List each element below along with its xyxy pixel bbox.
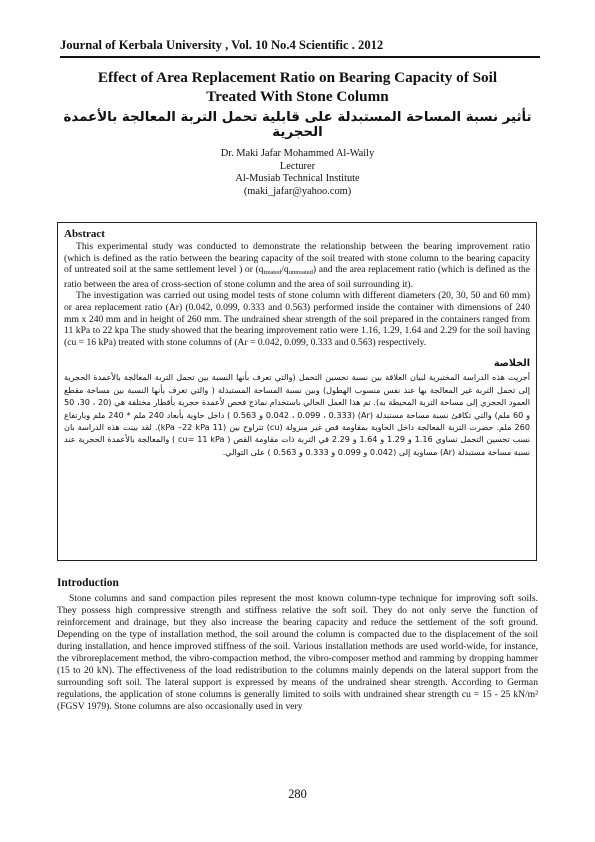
author-institute: Al-Musiab Technical Institute	[235, 173, 360, 185]
author-name: Dr. Maki Jafar Mohammed Al-Waily	[220, 148, 375, 159]
introduction-text: Stone columns and sand compaction piles represent the most known column-type technique for improving soft soils. They possess high compressive strength and stiffness relative the soft soil. They do not only serve the function of reinforcement and drainage, but they also increase the bearing capacity and reduce the settlement of the soft ground. Depending on the type of installation method, the soil around the column is compacted due to the displacement of the soil during installation, and hence improved stiffness of the soil. Various installation methods are used world-wide, for instance, the vibroreplacement method, the vibro-compaction method, the vibro-composer method and ramming by dropping hammer (15 to 20 kN). The effectiveness of the load redistribution to the columns mainly depends on the lateral support from the surrounding soft soil. The lateral support is expressed by means of the undrained shear strength. According to German regulations, the application of stone columns is generally limited to soils with undrained shear strength cu = 15 - 25 kN/m² (FGSV 1979). Stone columns are also occasionally used in very	[57, 593, 538, 712]
introduction-heading: Introduction	[57, 577, 119, 589]
abstract-paragraph-2: The investigation was carried out using model tests of stone column with different diameters (20, 30, 50 and 60 mm) or area replacement ratio (Ar) (0.042, 0.099, 0.333 and 0.563) performed inside the container with dimensions of 240 mm x 240 mm and in height of 260 mm. The undrained shear strength of the soil prepared in the containers ranged from 11 kPa to 22 kpa The study showed that the bearing improvement ratio were 1.16, 1.29, 1.64 and 2.29 for the soil having (cu = 16 kPa) treated with stone columns of (Ar = 0.042, 0.099, 0.333 and 0.563) respectively.	[64, 290, 530, 348]
author-block	[100, 148, 495, 198]
journal-header: Journal of Kerbala University , Vol. 10 No.4 Scientific . 2012	[60, 38, 384, 52]
author-email: (maki_jafar@yahoo.com)	[243, 185, 352, 197]
abstract-paragraph-1: This experimental study was conducted to demonstrate the relationship between the bearing improvement ratio (which is defined as the ratio between the bearing capacity of the soil treated with stone column to the bearing capacity of untreated soil at the same settlement level ) or $(q_{treated}/q_{untreated})$ and the area replacement ratio (which is defined as the ratio between the area of cross-section of stone column and the area of soil surrounding it).	[64, 241, 530, 290]
title-line-1: Effect of Area Replacement Ratio on Bearing Capacity of Soil	[97, 69, 498, 86]
title-line-2: Treated With Stone Column	[206, 88, 389, 105]
arabic-summary-text: أجريت هذه الدراسة المختبرية لبيان العلاقة بين نسبة تحسين التحمل (والتي تعرف بأنها النسبة بين تحمل التربة المعالجة بالأعمدة الحجرية إلى تحمل التربة غير المعالجة بها عند نفس منسوب الهطول) وبين نسبة المساحة المستبدلة ( والتي تعرف بأنها النسبة بين مساحة مقطع العمود الحجري إلى مساحة التربة المحيطة به). تم هذا العمل الحالي باستخدام نماذج فحص لأعمدة حجرية بأقطار مختلفة هي (20 ، 30، 50 و 60 ملم) والتي تكافئ نسبة مساحة مستبدلة (Ar) (0.042 ، 0.099 ، 0.333 و 0.563 ) داخل حاوية بأبعاد 240 ملم * 240 ملم وبارتفاع 260 ملم. حضرت التربة المعالجة داخل الحاوية بمقاومة قص غير مبزولة (cu) تتراوح بين (11 kPa –22 kPa). لقد بينت هذه الدراسة بان نسب تحسين التحمل تساوي 1.16 و 1.29 و 1.64 و 2.29 في التربة ذات مقاومة القص ( cu= 11 kPa ) والمعالجة بالأعمدة الحجرية عند نسبة مساحة مستبدلة (Ar) مساوية إلى (0.042 و 0.099 و 0.333 و 0.563 ) على التوالي.	[64, 372, 531, 457]
author-position: Lecturer	[279, 160, 316, 172]
arabic-title: تأثير نسبة المساحة المستبدلة على قابلية تحمل التربة المعالجة بالأعمدة الحجرية	[63, 110, 532, 140]
abstract-box	[57, 222, 537, 561]
paper-title	[40, 68, 555, 106]
arabic-summary-heading: الخلاصة	[493, 358, 530, 370]
header-rule	[60, 56, 540, 58]
page-number: 280	[288, 787, 307, 801]
abstract-heading: Abstract	[64, 228, 105, 240]
